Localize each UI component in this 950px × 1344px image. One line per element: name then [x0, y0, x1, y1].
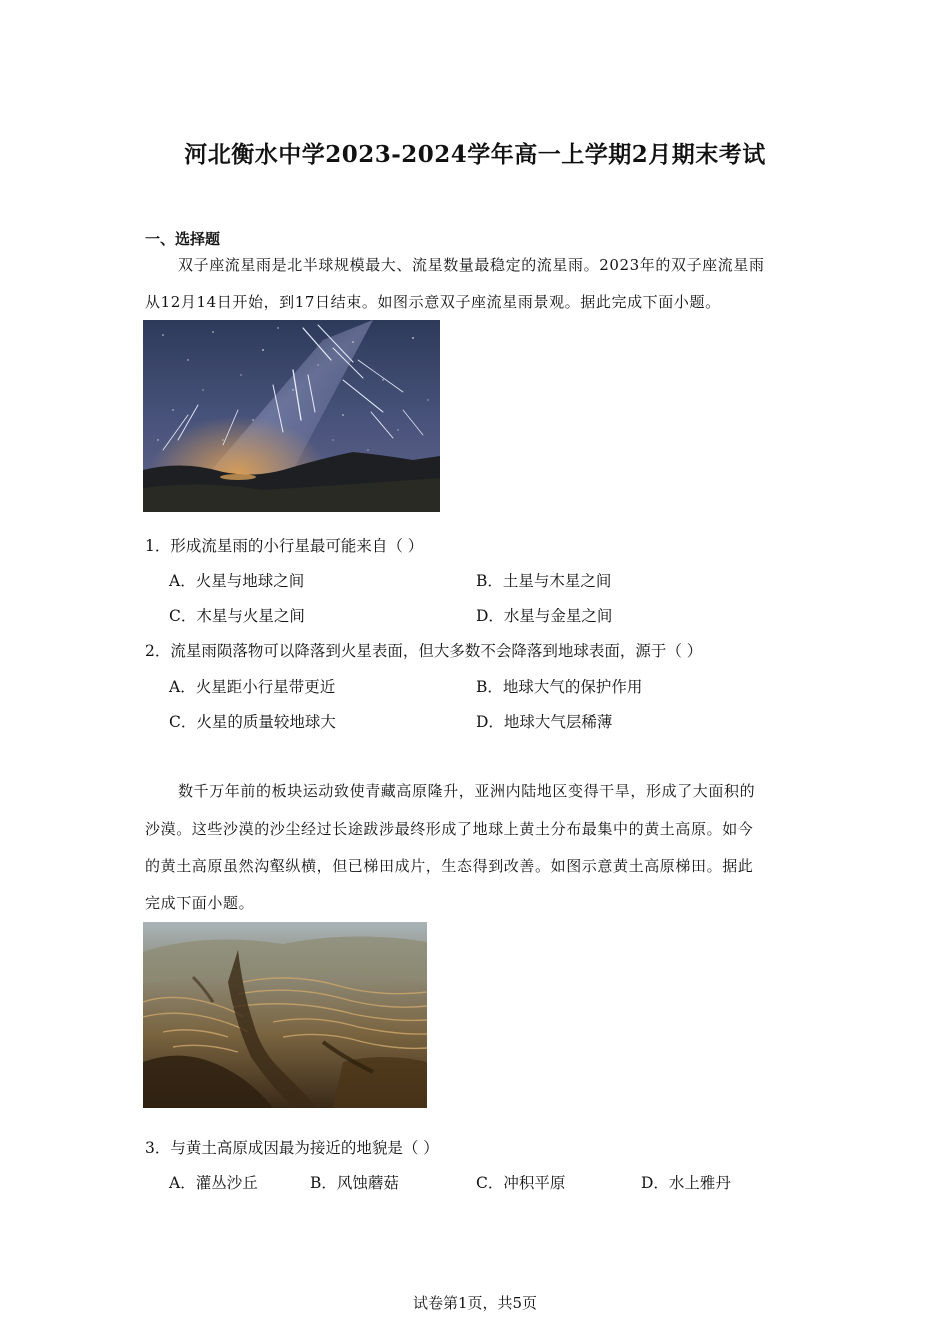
q3-option-c: C．冲积平原 [476, 1174, 566, 1192]
q2-option-b: B．地球大气的保护作用 [476, 678, 643, 696]
q1-option-b: B．土星与木星之间 [476, 572, 612, 590]
exam-title: 河北衡水中学2023-2024学年高一上学期2月期末考试 [184, 141, 766, 168]
question-3-stem: 3．与黄土高原成因最为接近的地貌是（ ） [145, 1139, 439, 1157]
loess-plateau-terraces-photo [143, 922, 427, 1108]
section-heading: 一、选择题 [145, 230, 221, 248]
q1-option-d: D．水星与金星之间 [476, 607, 613, 625]
q2-option-a: A．火星距小行星带更近 [169, 678, 336, 696]
passage2-line2: 沙漠。这些沙漠的沙尘经过长途跋涉最终形成了地球上黄土分布最集中的黄土高原。如今 [145, 820, 754, 838]
meteor-shower-photo [143, 320, 440, 512]
q1-option-c: C．木星与火星之间 [169, 607, 305, 625]
q3-option-a: A．灌丛沙丘 [169, 1174, 258, 1192]
question-1-stem: 1．形成流星雨的小行星最可能来自（ ） [145, 537, 424, 555]
passage2-line1: 数千万年前的板块运动致使青藏高原隆升，亚洲内陆地区变得干旱，形成了大面积的 [178, 782, 756, 800]
question-2-stem: 2．流星雨陨落物可以降落到火星表面，但大多数不会降落到地球表面，源于（ ） [145, 642, 703, 660]
q1-option-a: A．火星与地球之间 [169, 572, 305, 590]
q3-option-b: B．风蚀蘑菇 [310, 1174, 399, 1192]
page-footer: 试卷第1页，共5页 [412, 1294, 538, 1312]
q3-option-d: D．水上雅丹 [641, 1174, 731, 1192]
passage2-line3: 的黄土高原虽然沟壑纵横，但已梯田成片，生态得到改善。如图示意黄土高原梯田。据此 [145, 857, 754, 875]
passage1-line1: 双子座流星雨是北半球规模最大、流星数量最稳定的流星雨。2023年的双子座流星雨 [178, 256, 765, 274]
q2-option-c: C．火星的质量较地球大 [169, 713, 336, 731]
passage2-line4: 完成下面小题。 [145, 894, 255, 912]
passage1-line2: 从12月14日开始，到17日结束。如图示意双子座流星雨景观。据此完成下面小题。 [145, 293, 721, 311]
q2-option-d: D．地球大气层稀薄 [476, 713, 613, 731]
